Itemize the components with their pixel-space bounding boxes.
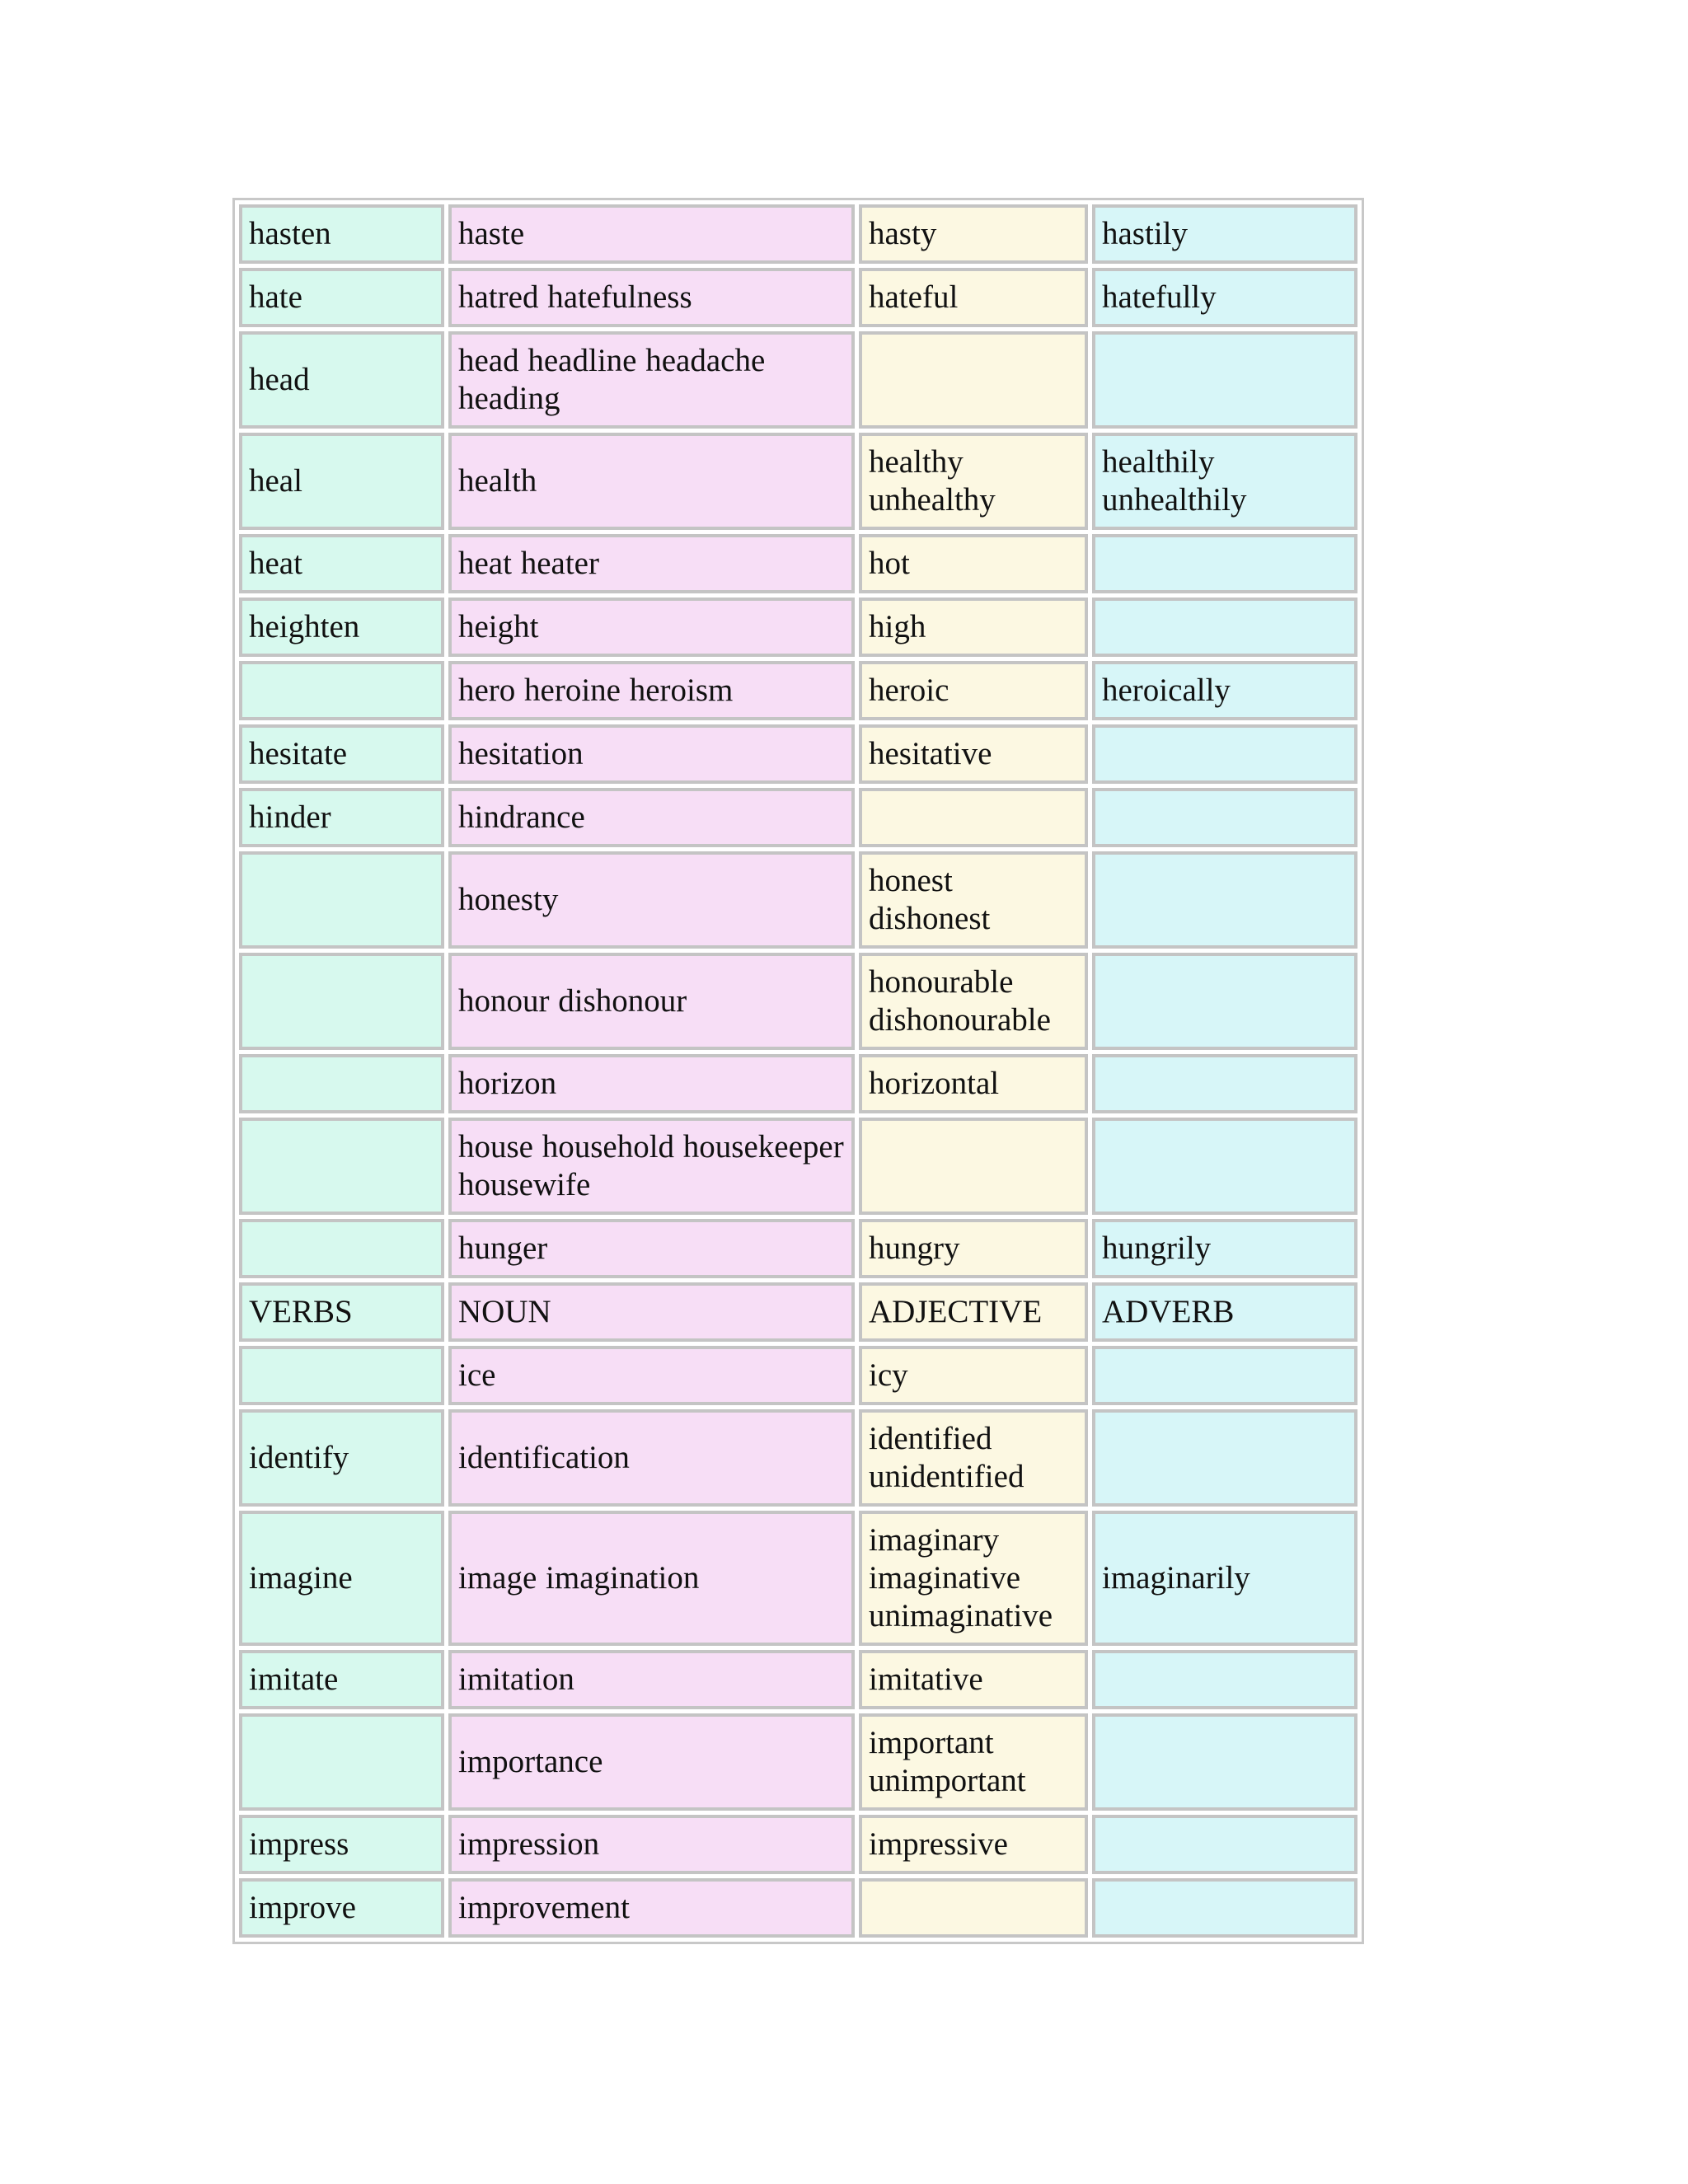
adjective-cell bbox=[859, 331, 1088, 429]
verbs-header-cell bbox=[239, 1282, 444, 1342]
adjective-cell bbox=[859, 788, 1088, 847]
adverb-text: imaginarily bbox=[1102, 1560, 1250, 1596]
adjective-header-cell bbox=[859, 1282, 1088, 1342]
noun-text: horizon bbox=[458, 1066, 557, 1101]
noun-text: imitation bbox=[458, 1661, 574, 1697]
noun-text: health bbox=[458, 463, 537, 499]
adjective-text: hasty bbox=[869, 216, 937, 251]
verbs-header: VERBS bbox=[249, 1294, 353, 1329]
noun-text: hero heroine heroism bbox=[458, 673, 734, 708]
noun-cell bbox=[448, 953, 855, 1050]
adjective-text: imaginary imaginative unimaginative bbox=[869, 1522, 1053, 1633]
table-row bbox=[239, 953, 1357, 1050]
verb-cell bbox=[239, 1054, 444, 1113]
noun-cell bbox=[448, 598, 855, 657]
adjective-cell bbox=[859, 953, 1088, 1050]
table-row bbox=[239, 534, 1357, 593]
adjective-text: impressive bbox=[869, 1826, 1008, 1862]
adverb-cell bbox=[1092, 204, 1357, 264]
verb-cell bbox=[239, 598, 444, 657]
adjective-text: icy bbox=[869, 1357, 908, 1393]
table-row bbox=[239, 1511, 1357, 1646]
adjective-text: high bbox=[869, 609, 926, 644]
adverb-cell bbox=[1092, 953, 1357, 1050]
noun-text: ice bbox=[458, 1357, 496, 1393]
verb-cell bbox=[239, 1346, 444, 1405]
verb-text: hesitate bbox=[249, 736, 348, 771]
adverb-cell bbox=[1092, 661, 1357, 720]
adjective-text: heroic bbox=[869, 673, 950, 708]
adjective-cell bbox=[859, 1650, 1088, 1709]
noun-cell bbox=[448, 1713, 855, 1811]
adverb-cell bbox=[1092, 1511, 1357, 1646]
adverb-text: hungrily bbox=[1102, 1230, 1212, 1266]
noun-cell bbox=[448, 851, 855, 949]
verb-text: hasten bbox=[249, 216, 331, 251]
verb-cell bbox=[239, 1713, 444, 1811]
verb-cell bbox=[239, 1878, 444, 1938]
adverb-text: hatefully bbox=[1102, 279, 1217, 315]
adjective-text: hateful bbox=[869, 279, 959, 315]
adverb-text: heroically bbox=[1102, 673, 1231, 708]
adjective-cell bbox=[859, 1346, 1088, 1405]
adverb-text: healthily unhealthily bbox=[1102, 444, 1247, 518]
noun-text: hesitation bbox=[458, 736, 584, 771]
noun-cell bbox=[448, 1118, 855, 1215]
verb-cell bbox=[239, 661, 444, 720]
noun-text: image imagination bbox=[458, 1560, 700, 1596]
adjective-text: identified unidentified bbox=[869, 1421, 1025, 1494]
verb-cell bbox=[239, 433, 444, 530]
table-row bbox=[239, 1815, 1357, 1874]
adjective-text: imitative bbox=[869, 1661, 983, 1697]
verb-cell bbox=[239, 1815, 444, 1874]
adverb-cell bbox=[1092, 1118, 1357, 1215]
table-row bbox=[239, 433, 1357, 530]
adjective-cell bbox=[859, 1118, 1088, 1215]
adjective-cell bbox=[859, 268, 1088, 327]
noun-text: heat heater bbox=[458, 546, 599, 581]
table-row bbox=[239, 1409, 1357, 1507]
table-row bbox=[239, 1219, 1357, 1278]
noun-cell bbox=[448, 1346, 855, 1405]
noun-cell bbox=[448, 331, 855, 429]
noun-text: house household housekeeper housewife bbox=[458, 1129, 844, 1202]
noun-header-cell bbox=[448, 1282, 855, 1342]
noun-cell bbox=[448, 724, 855, 784]
table-row bbox=[239, 598, 1357, 657]
adverb-header-cell bbox=[1092, 1282, 1357, 1342]
adverb-cell bbox=[1092, 331, 1357, 429]
noun-cell bbox=[448, 1650, 855, 1709]
noun-cell bbox=[448, 1409, 855, 1507]
adjective-text: honest dishonest bbox=[869, 863, 991, 936]
adverb-cell bbox=[1092, 1346, 1357, 1405]
verb-text: heighten bbox=[249, 609, 360, 644]
adjective-cell bbox=[859, 1713, 1088, 1811]
adjective-text: honourable dishonourable bbox=[869, 964, 1051, 1038]
table-row bbox=[239, 331, 1357, 429]
table-row bbox=[239, 724, 1357, 784]
adverb-cell bbox=[1092, 1878, 1357, 1938]
adjective-cell bbox=[859, 1511, 1088, 1646]
word-forms-table bbox=[232, 198, 1364, 1944]
verb-cell bbox=[239, 724, 444, 784]
adjective-cell bbox=[859, 661, 1088, 720]
adverb-cell bbox=[1092, 534, 1357, 593]
noun-text: height bbox=[458, 609, 539, 644]
verb-cell bbox=[239, 788, 444, 847]
adjective-text: hesitative bbox=[869, 736, 992, 771]
verb-cell bbox=[239, 1511, 444, 1646]
adjective-text: horizontal bbox=[869, 1066, 1000, 1101]
verb-cell bbox=[239, 1118, 444, 1215]
adjective-cell bbox=[859, 1054, 1088, 1113]
verb-text: imitate bbox=[249, 1661, 339, 1697]
adverb-text: hastily bbox=[1102, 216, 1188, 251]
page bbox=[232, 198, 1355, 1944]
noun-text: haste bbox=[458, 216, 525, 251]
table-row bbox=[239, 1878, 1357, 1938]
adverb-cell bbox=[1092, 724, 1357, 784]
noun-cell bbox=[448, 204, 855, 264]
noun-cell bbox=[448, 1511, 855, 1646]
adverb-cell bbox=[1092, 1409, 1357, 1507]
adjective-text: hot bbox=[869, 546, 910, 581]
noun-text: hindrance bbox=[458, 799, 585, 835]
noun-cell bbox=[448, 1219, 855, 1278]
noun-text: impression bbox=[458, 1826, 600, 1862]
noun-cell bbox=[448, 268, 855, 327]
adverb-cell bbox=[1092, 598, 1357, 657]
verb-text: imagine bbox=[249, 1560, 353, 1596]
adjective-cell bbox=[859, 1409, 1088, 1507]
verb-text: head bbox=[249, 362, 310, 397]
adjective-text: important unimportant bbox=[869, 1725, 1026, 1798]
adjective-cell bbox=[859, 724, 1088, 784]
noun-header: NOUN bbox=[458, 1294, 551, 1329]
adjective-cell bbox=[859, 204, 1088, 264]
noun-cell bbox=[448, 1815, 855, 1874]
adverb-header: ADVERB bbox=[1102, 1294, 1235, 1329]
noun-cell bbox=[448, 534, 855, 593]
noun-text: head headline headache heading bbox=[458, 343, 766, 416]
adjective-cell bbox=[859, 1219, 1088, 1278]
adjective-text: healthy unhealthy bbox=[869, 444, 996, 518]
noun-text: hatred hatefulness bbox=[458, 279, 692, 315]
verb-text: hate bbox=[249, 279, 302, 315]
verb-text: heal bbox=[249, 463, 302, 499]
noun-text: identification bbox=[458, 1440, 630, 1475]
noun-cell bbox=[448, 1054, 855, 1113]
table-row bbox=[239, 1346, 1357, 1405]
verb-text: improve bbox=[249, 1890, 356, 1925]
adverb-cell bbox=[1092, 433, 1357, 530]
adjective-cell bbox=[859, 433, 1088, 530]
verb-cell bbox=[239, 1650, 444, 1709]
table-row bbox=[239, 1118, 1357, 1215]
verb-cell bbox=[239, 1219, 444, 1278]
table-row bbox=[239, 788, 1357, 847]
noun-text: honour dishonour bbox=[458, 983, 687, 1019]
verb-cell bbox=[239, 851, 444, 949]
adverb-cell bbox=[1092, 788, 1357, 847]
verb-cell bbox=[239, 534, 444, 593]
verb-text: heat bbox=[249, 546, 302, 581]
verb-text: identify bbox=[249, 1440, 349, 1475]
verb-cell bbox=[239, 204, 444, 264]
verb-cell bbox=[239, 953, 444, 1050]
adverb-cell bbox=[1092, 1650, 1357, 1709]
noun-cell bbox=[448, 1878, 855, 1938]
adjective-cell bbox=[859, 1815, 1088, 1874]
adverb-cell bbox=[1092, 1054, 1357, 1113]
header-row bbox=[239, 1282, 1357, 1342]
adverb-cell bbox=[1092, 1815, 1357, 1874]
adjective-cell bbox=[859, 598, 1088, 657]
table-row bbox=[239, 1054, 1357, 1113]
adverb-cell bbox=[1092, 1713, 1357, 1811]
verb-cell bbox=[239, 331, 444, 429]
noun-cell bbox=[448, 661, 855, 720]
noun-text: importance bbox=[458, 1744, 603, 1779]
noun-text: improvement bbox=[458, 1890, 630, 1925]
table-row bbox=[239, 1650, 1357, 1709]
verb-text: impress bbox=[249, 1826, 349, 1862]
table-row bbox=[239, 268, 1357, 327]
table-row bbox=[239, 851, 1357, 949]
adjective-cell bbox=[859, 851, 1088, 949]
adverb-cell bbox=[1092, 1219, 1357, 1278]
table-row bbox=[239, 661, 1357, 720]
noun-text: hunger bbox=[458, 1230, 548, 1266]
adjective-header: ADJECTIVE bbox=[869, 1294, 1043, 1329]
adjective-cell bbox=[859, 534, 1088, 593]
adjective-text: hungry bbox=[869, 1230, 960, 1266]
adverb-cell bbox=[1092, 268, 1357, 327]
adjective-cell bbox=[859, 1878, 1088, 1938]
verb-text: hinder bbox=[249, 799, 331, 835]
noun-cell bbox=[448, 433, 855, 530]
noun-cell bbox=[448, 788, 855, 847]
adverb-cell bbox=[1092, 851, 1357, 949]
table-row bbox=[239, 204, 1357, 264]
verb-cell bbox=[239, 268, 444, 327]
verb-cell bbox=[239, 1409, 444, 1507]
noun-text: honesty bbox=[458, 882, 559, 917]
table-row bbox=[239, 1713, 1357, 1811]
